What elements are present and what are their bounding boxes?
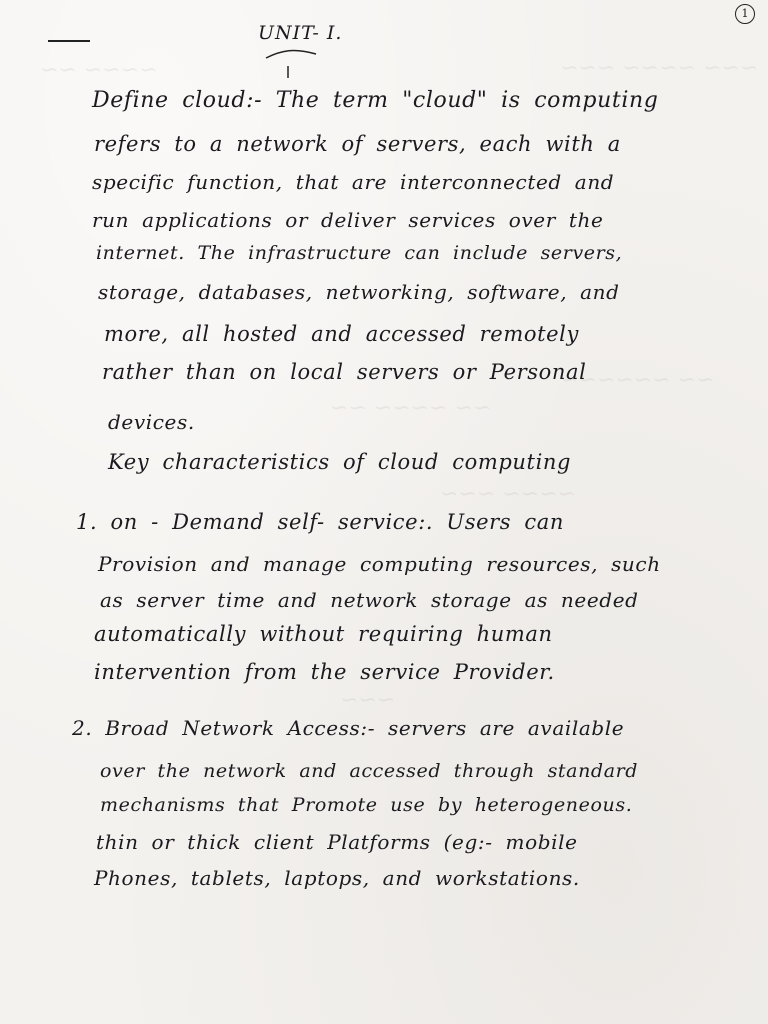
note-line: storage, databases, networking, software, and <box>98 280 620 304</box>
unit-title: UNIT- I. <box>258 22 343 44</box>
note-line: Provision and manage computing resources, such <box>98 552 661 576</box>
note-line: 2. Broad Network Access:- servers are available <box>72 716 625 740</box>
note-line: thin or thick client Platforms (eg:- mobile <box>96 830 578 854</box>
note-line: as server time and network storage as needed <box>100 588 639 612</box>
note-line: 1. on - Demand self- service:. Users can <box>76 510 565 534</box>
note-line: over the network and accessed through standard <box>100 760 639 782</box>
section-heading: Key characteristics of cloud computing <box>108 450 572 474</box>
margin-dash <box>48 40 90 42</box>
note-line: automatically without requiring human <box>94 622 553 646</box>
note-line: devices. <box>108 410 195 434</box>
note-line: run applications or deliver services over the <box>92 208 604 232</box>
note-line: specific function, that are interconnected and <box>92 170 615 194</box>
note-line: Define cloud:- The term "cloud" is computing <box>92 88 659 113</box>
title-underline-mark <box>264 44 344 80</box>
note-line: refers to a network of servers, each with a <box>94 132 621 156</box>
note-line: more, all hosted and accessed remotely <box>104 322 579 346</box>
note-line: rather than on local servers or Personal <box>102 360 587 384</box>
note-line: intervention from the service Provider. <box>94 660 555 684</box>
notebook-page: ~~~ ~~~~ ~~~ ~~~~ ~~ ~~ ~~~~~~ ~~ ~~~~ ~~ ~~~~ ~~~ ~~~ 1 UNIT- I. Define cloud:- The term "cloud" is computing refers to a network of servers, each with a specific function, that are interconnected and run applications or deliver services over the internet. The infrastructure can include servers, storage, databases, networking, software, and more, all hosted and accessed remotely rather than on local servers or Personal devices. Key characteristics of cloud computing 1. on - Demand self- service:. Users can Provision and manage computing resources, such as server time and network storage as needed automatically without requiring human intervention from the service Provider. 2. Broad Network Access:- servers are available over the network and accessed through standard mechanisms that Promote use by heterogeneous. thin or thick client Platforms (eg:- mobile Phones, tablets, laptops, and workstations. <box>0 0 768 1024</box>
note-line: mechanisms that Promote use by heterogeneous. <box>100 794 633 816</box>
note-line: Phones, tablets, laptops, and workstations. <box>94 866 580 890</box>
note-line: internet. The infrastructure can include servers, <box>96 242 623 264</box>
page-number-badge: 1 <box>735 4 755 24</box>
